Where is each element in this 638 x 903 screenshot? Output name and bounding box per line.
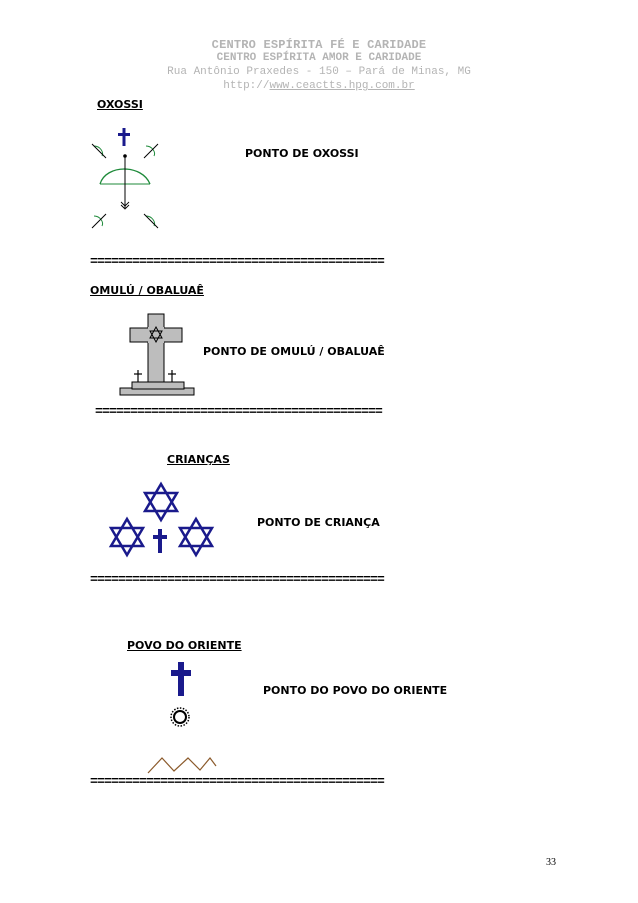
stars-cross-icon	[108, 481, 216, 557]
header-address: Rua Antônio Praxedes - 150 – Pará de Minas, MG	[167, 66, 471, 78]
website-link[interactable]: www.ceactts.hpg.com.br	[269, 80, 415, 92]
mountains-icon	[146, 754, 218, 774]
separator-3: ==========================================	[90, 572, 385, 587]
ponto-omulu: PONTO DE OMULÚ / OBALUAÊ	[203, 345, 385, 358]
page-number: 33	[546, 857, 556, 868]
oriente-cross-icon	[170, 662, 192, 696]
ponto-crianca: PONTO DE CRIANÇA	[257, 516, 380, 529]
ponto-oxossi: PONTO DE OXOSSI	[245, 147, 359, 160]
header-url	[0, 80, 638, 92]
section-title-criancas: CRIANÇAS	[167, 453, 230, 466]
tomb-cross-icon	[118, 312, 196, 396]
separator-2: =========================================	[95, 404, 383, 419]
header-line-2: CENTRO ESPÍRITA AMOR E CARIDADE	[216, 52, 422, 64]
header-line-1: CENTRO ESPÍRITA FÉ E CARIDADE	[211, 38, 427, 52]
sun-icon	[169, 706, 191, 728]
section-title-oriente: POVO DO ORIENTE	[127, 639, 242, 652]
section-title-omulu: OMULÚ / OBALUAÊ	[90, 284, 204, 297]
separator-4: ==========================================	[90, 774, 385, 789]
separator-1: ==========================================	[90, 254, 385, 269]
section-title-oxossi: OXOSSI	[97, 98, 143, 111]
oxossi-symbol-icon	[84, 126, 164, 232]
ponto-oriente: PONTO DO POVO DO ORIENTE	[263, 684, 448, 697]
url-prefix: http://	[223, 80, 270, 92]
